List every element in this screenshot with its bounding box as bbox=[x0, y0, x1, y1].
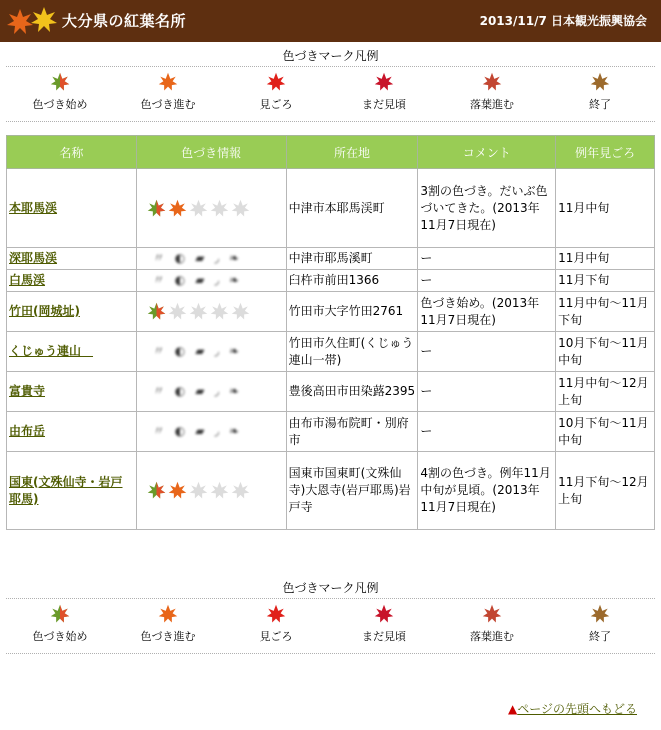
header-season: 例年見ごろ bbox=[556, 136, 655, 169]
update-date: 2013/11/7 日本観光振興協会 bbox=[479, 14, 647, 28]
leaf-peak-icon bbox=[266, 72, 286, 92]
leaf-empty-icon bbox=[189, 302, 208, 321]
legend-item bbox=[5, 604, 115, 644]
spot-link[interactable]: 本耶馬渓 bbox=[9, 200, 58, 215]
status-leaves bbox=[139, 199, 284, 218]
spot-link[interactable]: 白馬渓 bbox=[9, 273, 46, 287]
spot-link[interactable]: 深耶馬渓 bbox=[9, 251, 58, 265]
location-cell: 由布市湯布院町・別府市 bbox=[286, 412, 418, 452]
legend-label: 見ごろ bbox=[259, 630, 293, 643]
page-title: 大分県の紅葉名所 bbox=[62, 12, 187, 30]
leaf-empty-icon bbox=[210, 199, 229, 218]
legend-item bbox=[221, 72, 331, 112]
table-row bbox=[7, 169, 655, 248]
legend-item bbox=[437, 72, 547, 112]
comment-cell: 4割の色づき。例年11月中旬が見頃。(2013年11月7日現在) bbox=[418, 452, 556, 530]
divider bbox=[6, 66, 655, 67]
legend-label: 終了 bbox=[589, 630, 611, 643]
legend-item bbox=[221, 604, 331, 644]
header-location: 所在地 bbox=[286, 136, 418, 169]
header-comment: コメント bbox=[418, 136, 556, 169]
season-cell: 11月中旬 bbox=[556, 248, 655, 270]
season-cell: 10月下旬〜11月中旬 bbox=[556, 332, 655, 372]
legend-label: 終了 bbox=[589, 98, 611, 111]
legend-item bbox=[329, 604, 439, 644]
legend-label: 落葉進む bbox=[470, 630, 514, 643]
status-leaves bbox=[139, 481, 284, 500]
legend-item bbox=[545, 72, 655, 112]
spot-link[interactable]: 国東(文殊仙寺・岩戸耶馬) bbox=[9, 474, 123, 506]
comment-cell: ー bbox=[418, 270, 556, 292]
table-header-row bbox=[7, 136, 655, 169]
foliage-table bbox=[6, 135, 655, 530]
season-cell: 11月下旬 bbox=[556, 270, 655, 292]
legend-item bbox=[5, 72, 115, 112]
leaf-empty-icon bbox=[231, 302, 250, 321]
location-cell: 竹田市大字竹田2761 bbox=[286, 292, 418, 332]
leaf-empty-icon bbox=[210, 481, 229, 500]
triangle-up-icon: ▲ bbox=[508, 702, 518, 716]
leaf-empty-icon bbox=[189, 481, 208, 500]
leaf-empty-icon bbox=[231, 481, 250, 500]
table-row bbox=[7, 372, 655, 412]
legend-label: 落葉進む bbox=[470, 98, 514, 111]
back-to-top bbox=[508, 700, 637, 717]
legend-label: 色づき進む bbox=[140, 98, 196, 111]
leaf-still-peak-icon bbox=[374, 604, 394, 624]
status-placeholder: 〃 ◐ ▰ ◞ ❧ bbox=[152, 344, 240, 358]
divider bbox=[6, 653, 655, 654]
legend-label: 色づき進む bbox=[140, 630, 196, 643]
leaf-empty-icon bbox=[168, 302, 187, 321]
leaf-progressing-icon bbox=[158, 604, 178, 624]
comment-cell: ー bbox=[418, 412, 556, 452]
legend-item bbox=[113, 72, 223, 112]
table-row bbox=[7, 248, 655, 270]
spot-link[interactable]: くじゅう連山 bbox=[9, 344, 94, 358]
spot-link[interactable]: 由布岳 bbox=[9, 424, 46, 438]
header-status: 色づき情報 bbox=[136, 136, 286, 169]
leaf-falling-icon bbox=[482, 72, 502, 92]
leaf-beginning-icon bbox=[147, 302, 166, 321]
comment-cell: ー bbox=[418, 372, 556, 412]
leaf-ended-icon bbox=[590, 604, 610, 624]
leaf-progressing-icon bbox=[168, 481, 187, 500]
legend-item bbox=[545, 604, 655, 644]
status-leaves bbox=[139, 302, 284, 321]
legend-item bbox=[113, 604, 223, 644]
comment-cell: ー bbox=[418, 248, 556, 270]
location-cell: 豊後高田市田染蕗2395 bbox=[286, 372, 418, 412]
spot-link[interactable]: 富貴寺 bbox=[9, 384, 46, 398]
legend-label: まだ見頃 bbox=[362, 98, 406, 111]
leaf-progressing-icon bbox=[158, 72, 178, 92]
table-row bbox=[7, 332, 655, 372]
legend-label: 色づき始め bbox=[32, 98, 88, 111]
season-cell: 10月下旬〜11月中旬 bbox=[556, 412, 655, 452]
leaf-beginning-icon bbox=[50, 604, 70, 624]
legend-label: まだ見頃 bbox=[362, 630, 406, 643]
leaf-beginning-icon bbox=[50, 72, 70, 92]
spot-link[interactable]: 竹田(岡城址) bbox=[9, 304, 80, 318]
leaf-beginning-icon bbox=[147, 481, 166, 500]
location-cell: 中津市本耶馬渓町 bbox=[286, 169, 418, 248]
autumn-leaves-logo-icon bbox=[6, 5, 60, 37]
legend-item bbox=[437, 604, 547, 644]
legend-label: 見ごろ bbox=[259, 98, 293, 111]
leaf-empty-icon bbox=[231, 199, 250, 218]
table-row bbox=[7, 452, 655, 530]
status-placeholder: 〃 ◐ ▰ ◞ ❧ bbox=[152, 273, 240, 287]
legend-label: 色づき始め bbox=[32, 630, 88, 643]
table-row bbox=[7, 292, 655, 332]
season-cell: 11月中旬〜12月上旬 bbox=[556, 372, 655, 412]
status-placeholder: 〃 ◐ ▰ ◞ ❧ bbox=[152, 251, 240, 265]
leaf-progressing-icon bbox=[168, 199, 187, 218]
table-row bbox=[7, 270, 655, 292]
status-placeholder: 〃 ◐ ▰ ◞ ❧ bbox=[152, 424, 240, 438]
leaf-falling-icon bbox=[482, 604, 502, 624]
back-to-top-link[interactable]: ページの先頭へもどる bbox=[517, 702, 637, 716]
location-cell: 国東市国東町(文殊仙寺)大恩寺(岩戸耶馬)岩戸寺 bbox=[286, 452, 418, 530]
header-name: 名称 bbox=[7, 136, 137, 169]
table-row bbox=[7, 412, 655, 452]
location-cell: 竹田市久住町(くじゅう連山一帯) bbox=[286, 332, 418, 372]
comment-cell: ー bbox=[418, 332, 556, 372]
legend-item bbox=[329, 72, 439, 112]
legend-title: 色づきマーク凡例 bbox=[282, 49, 379, 63]
leaf-beginning-icon bbox=[147, 199, 166, 218]
location-cell: 中津市耶馬溪町 bbox=[286, 248, 418, 270]
comment-cell: 色づき始め。(2013年11月7日現在) bbox=[418, 292, 556, 332]
divider bbox=[6, 121, 655, 122]
leaf-ended-icon bbox=[590, 72, 610, 92]
season-cell: 11月中旬 bbox=[556, 169, 655, 248]
leaf-empty-icon bbox=[189, 199, 208, 218]
status-placeholder: 〃 ◐ ▰ ◞ ❧ bbox=[152, 384, 240, 398]
leaf-still-peak-icon bbox=[374, 72, 394, 92]
legend-title: 色づきマーク凡例 bbox=[282, 581, 379, 595]
location-cell: 臼杵市前田1366 bbox=[286, 270, 418, 292]
divider bbox=[6, 598, 655, 599]
leaf-peak-icon bbox=[266, 604, 286, 624]
season-cell: 11月下旬〜12月上旬 bbox=[556, 452, 655, 530]
comment-cell: 3割の色づき。だいぶ色づいてきた。(2013年11月7日現在) bbox=[418, 169, 556, 248]
season-cell: 11月中旬〜11月下旬 bbox=[556, 292, 655, 332]
page-header bbox=[0, 0, 661, 42]
leaf-empty-icon bbox=[210, 302, 229, 321]
